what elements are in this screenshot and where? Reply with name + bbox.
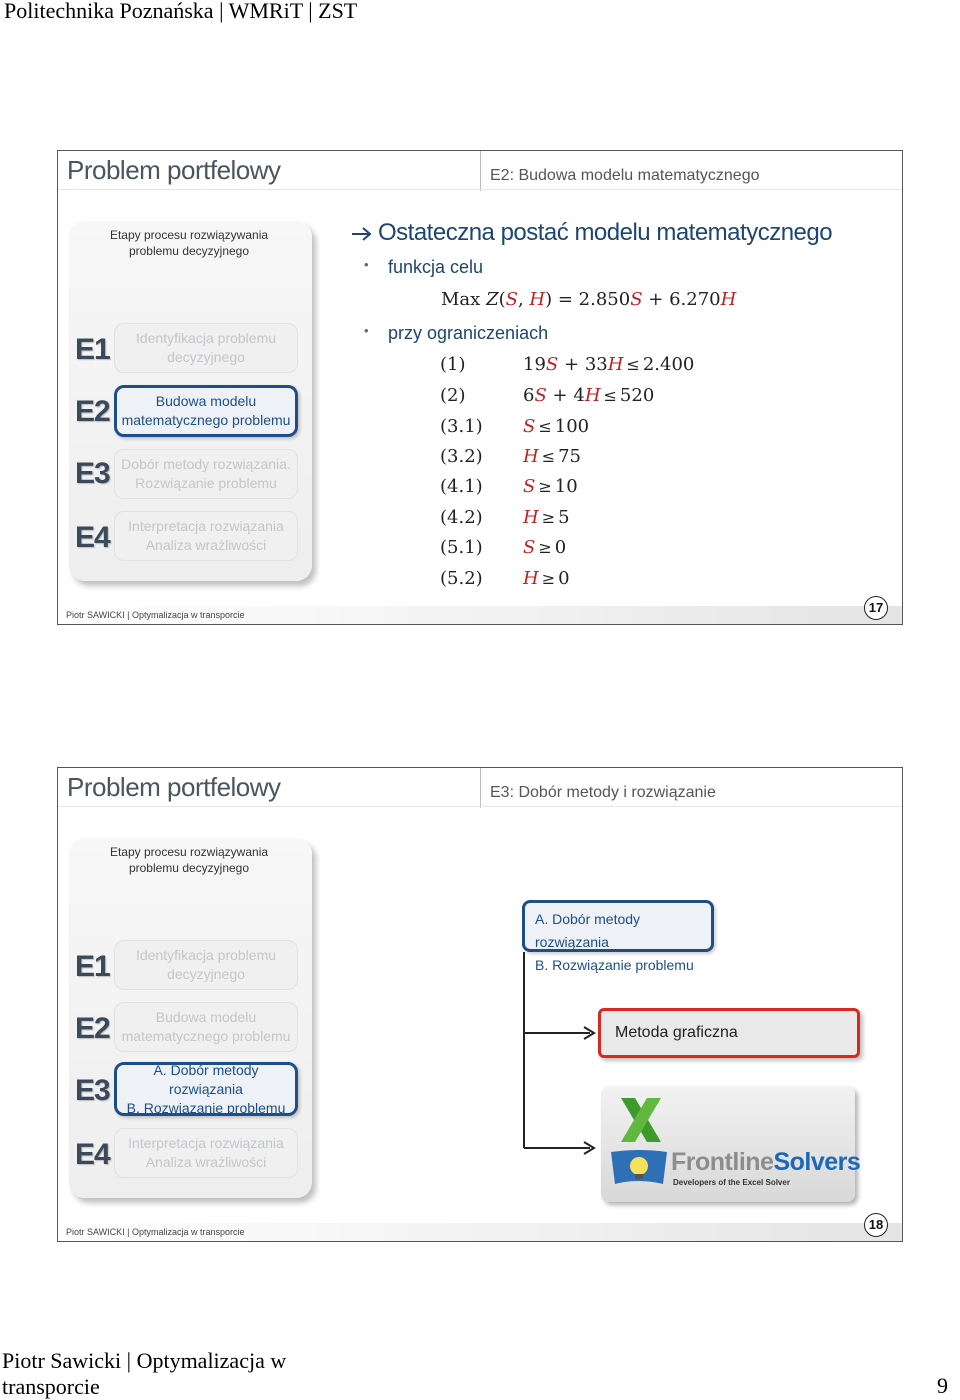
stage-line: Analiza wrażliwości xyxy=(145,537,267,553)
choice-line: B. Rozwiązanie problemu xyxy=(535,957,694,973)
slide-17 xyxy=(57,150,903,625)
stage-line: Dobór metody rozwiązania. xyxy=(121,456,291,472)
coef: 6.270 xyxy=(669,289,721,310)
stage-line: B. Rozwiązanie problemu xyxy=(126,1099,286,1116)
stage-label-e3: E3 xyxy=(75,1074,110,1107)
slide-footer-text: Piotr SAWICKI | Optymalizacja w transporcie xyxy=(66,610,245,620)
title-divider xyxy=(58,806,902,807)
stage-box-e2-active xyxy=(114,385,298,437)
model-heading-text: Ostateczna postać modelu matematycznego xyxy=(378,219,833,246)
stage-line: Identyfikacja problemu xyxy=(135,947,277,963)
constraint-label: (3.1) xyxy=(440,416,483,437)
method-choice-box xyxy=(522,900,714,973)
constraint-expr: 6S + 4H ≤ 520 xyxy=(523,385,655,406)
stage-box-e3-active xyxy=(114,1062,298,1116)
stage-line: Interpretacja rozwiązania xyxy=(128,1135,284,1151)
stage-line: Budowa modelu xyxy=(155,393,257,409)
variable-h: H xyxy=(720,289,737,310)
variable-s: S xyxy=(630,289,643,310)
constraint-label: (4.2) xyxy=(440,507,483,528)
slide-18 xyxy=(57,767,903,1242)
constraint-label: (2) xyxy=(440,385,466,406)
model-heading xyxy=(350,219,832,247)
page-number: 9 xyxy=(937,1373,948,1398)
solver-logo-box xyxy=(601,1086,861,1202)
variable-s: S xyxy=(505,289,518,310)
stage-box-e2 xyxy=(114,1002,298,1052)
bullet-objective: • funkcja celu xyxy=(388,257,483,278)
constraint-expr: S ≥ 10 xyxy=(523,476,578,497)
title-divider xyxy=(58,189,902,190)
constraint-expr: H ≥ 0 xyxy=(523,568,570,589)
stage-line: decyzyjnego xyxy=(167,349,245,365)
choice-line: A. Dobór metody rozwiązania xyxy=(535,911,641,950)
stage-line: A. Dobór metody rozwiązania xyxy=(153,1061,259,1097)
stage-line: Rozwiązanie problemu xyxy=(135,475,277,491)
stage-box-e4 xyxy=(114,511,298,561)
stage-box-e3 xyxy=(114,449,298,499)
stage-label-e4: E4 xyxy=(75,521,110,554)
stage-line: decyzyjnego xyxy=(167,966,245,982)
constraint-label: (1) xyxy=(440,354,466,375)
page-header: Politechnika Poznańska | WMRiT | ZST xyxy=(4,0,358,23)
constraint-label: (5.2) xyxy=(440,568,483,589)
excel-x-icon xyxy=(611,1090,671,1150)
slide-title: Problem portfelowy xyxy=(67,155,281,185)
objective-func: Z xyxy=(486,289,499,310)
page-footer: Piotr Sawicki | Optymalizacja w transporcie xyxy=(2,1348,287,1399)
stage-line: Interpretacja rozwiązania xyxy=(128,518,284,534)
graphical-method-box: Metoda graficzna xyxy=(598,1008,860,1058)
objective-prefix: Max xyxy=(441,289,481,310)
constraint-expr: 19S + 33H ≤ 2.400 xyxy=(523,354,695,375)
slide-number: 18 xyxy=(864,1213,888,1237)
constraint-expr: S ≥ 0 xyxy=(523,537,567,558)
panel-title: Etapy procesu rozwiązywania problemu decyzyjnego xyxy=(109,845,269,875)
constraint-expr: S ≤ 100 xyxy=(523,416,590,437)
constraint-label: (5.1) xyxy=(440,537,483,558)
stage-label-e3: E3 xyxy=(75,457,110,490)
constraint-expr: H ≤ 75 xyxy=(523,446,582,467)
slide-footer-text: Piotr SAWICKI | Optymalizacja w transporcie xyxy=(66,1227,245,1237)
stage-line: Identyfikacja problemu xyxy=(135,330,277,346)
slide-title: Problem portfelowy xyxy=(67,772,281,802)
constraint-expr: H ≥ 5 xyxy=(523,507,570,528)
coef: 2.850 xyxy=(578,289,631,310)
stages-panel xyxy=(69,221,312,581)
stage-box-e1 xyxy=(114,940,298,990)
constraint-label: (3.2) xyxy=(440,446,483,467)
slide-subtitle: E2: Budowa modelu matematycznego xyxy=(480,151,759,191)
stage-line: Analiza wrażliwości xyxy=(145,1154,267,1170)
frontline-solvers-icon xyxy=(609,1148,669,1188)
slide-subtitle: E3: Dobór metody i rozwiązanie xyxy=(480,768,716,808)
stage-label-e2: E2 xyxy=(75,1012,110,1045)
stage-label-e2: E2 xyxy=(75,395,110,428)
stage-label-e1: E1 xyxy=(75,333,110,366)
stage-line: Budowa modelu xyxy=(155,1009,257,1025)
arrow-right-icon xyxy=(350,226,374,242)
panel-title: Etapy procesu rozwiązywania problemu decyzyjnego xyxy=(109,228,269,258)
stage-label-e4: E4 xyxy=(75,1138,110,1171)
frontline-solvers-logo-text: FrontlineSolvers xyxy=(671,1148,861,1176)
constraint-label: (4.1) xyxy=(440,476,483,497)
variable-h: H xyxy=(529,289,546,310)
stage-line: matematycznego problemu xyxy=(121,1028,291,1044)
frontline-tagline: Developers of the Excel Solver xyxy=(673,1178,790,1187)
bullet-constraints: • przy ograniczeniach xyxy=(388,323,548,344)
stages-panel xyxy=(69,838,312,1198)
stage-box-e4 xyxy=(114,1128,298,1178)
stage-label-e1: E1 xyxy=(75,950,110,983)
slide-number: 17 xyxy=(864,596,888,620)
stage-line: matematycznego problemu xyxy=(121,412,291,428)
stage-box-e1 xyxy=(114,323,298,373)
objective-function: Max Z(S, H) = 2.850S + 6.270H xyxy=(441,289,737,310)
